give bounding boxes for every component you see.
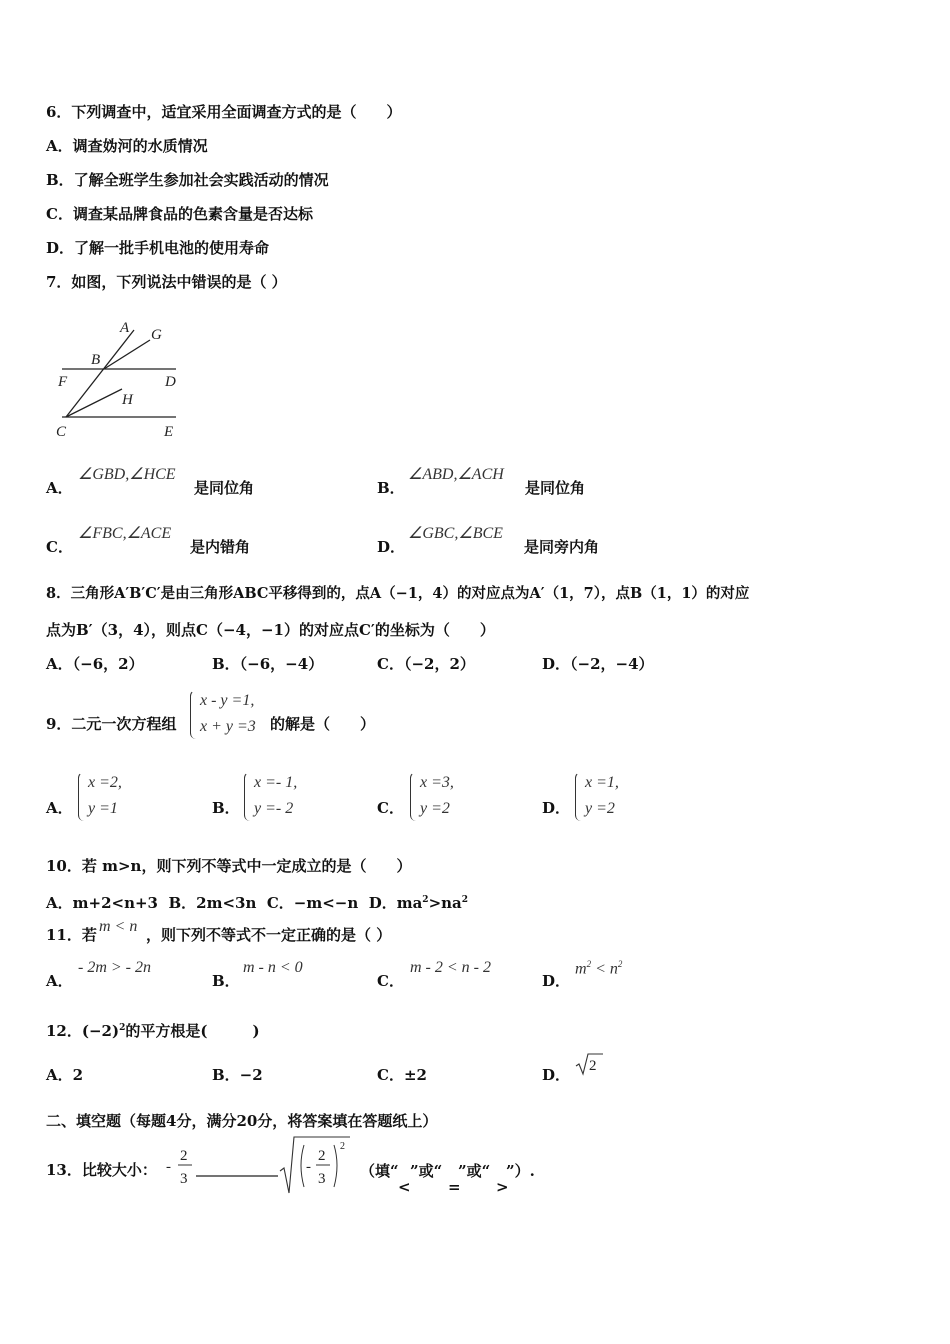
q7-stem: 7．如图，下列说法中错误的是（ ）	[46, 273, 287, 291]
q9-option-c-system	[410, 770, 454, 822]
brace-icon	[410, 772, 418, 821]
q6-option-a: A．调查妫河的水质情况	[46, 137, 208, 155]
q9-a-eq1: x =2,	[88, 774, 122, 791]
q11-option-b-label: B．	[212, 972, 240, 990]
q6-option-c: C．调查某品牌食品的色素含量是否达标	[46, 205, 313, 223]
q8-option-d: D．（−2，−4）	[542, 655, 654, 673]
brace-icon	[575, 772, 583, 821]
q9-c-eq2: y =2	[420, 800, 450, 817]
q11-option-d-math	[575, 959, 622, 978]
q7-option-d-label: D．	[377, 538, 406, 556]
q9-b-eq2: y =- 2	[254, 800, 294, 817]
q11-option-a-math: - 2m > - 2n	[78, 959, 152, 976]
q13-num: 2	[180, 1148, 188, 1164]
q9-eq2: x + y =3	[200, 718, 256, 735]
q12-option-b: B．−2	[212, 1066, 263, 1084]
q10-option-d-sup: 2	[422, 895, 429, 905]
q11-d-pre: m	[575, 960, 587, 978]
q7-option-c-label: C．	[46, 538, 73, 556]
q9-option-c-label: C．	[377, 799, 404, 817]
q12-sqrt2	[574, 1052, 604, 1078]
q10-option-a: A．m+2<n+3	[46, 894, 158, 912]
label-b: B	[91, 352, 101, 368]
q9-stem-pre: 9．二元一次方程组	[46, 715, 177, 733]
q11-stem-pre: 11．若	[46, 926, 97, 944]
line-ch	[66, 389, 122, 417]
q13-fill-lt: <	[398, 1178, 411, 1196]
brace-icon	[244, 772, 252, 821]
q7-option-d-text: 是同旁内角	[524, 538, 600, 556]
q11-d-sup2: 2	[617, 959, 623, 969]
q13-fill-post: ”）.	[506, 1162, 535, 1180]
q12-option-a: A．2	[46, 1066, 84, 1084]
q9-b-eq1: x =- 1,	[254, 774, 298, 791]
q13-power: 2	[340, 1141, 345, 1152]
brace-icon	[190, 690, 198, 739]
q13-den: 3	[180, 1171, 188, 1187]
q11-option-a-label: A．	[46, 972, 73, 990]
q12-sqrt2-value: 2	[589, 1058, 597, 1074]
label-d: D	[165, 374, 176, 390]
q11-option-b-math: m - n < 0	[243, 959, 303, 976]
right-paren-icon	[334, 1145, 337, 1187]
q11-d-sup: 2	[586, 959, 592, 969]
q7-geometry-figure	[48, 316, 188, 440]
q9-option-d-label: D．	[542, 799, 571, 817]
label-f: F	[58, 374, 68, 390]
q11-option-c-math: m - 2 < n - 2	[410, 959, 492, 976]
q8-option-c: C．（−2，2）	[377, 655, 475, 673]
q6-option-b: B．了解全班学生参加社会实践活动的情况	[46, 171, 329, 189]
q9-option-b-label: B．	[212, 799, 240, 817]
q7-option-b-text: 是同位角	[525, 479, 586, 497]
q13-stem-pre: 13．比较大小：	[46, 1161, 157, 1179]
q11-stem-math: m < n	[99, 918, 138, 935]
q7-option-b-math: ∠ABD,∠ACH	[408, 466, 504, 483]
q8-option-a: A．（−6，2）	[46, 655, 144, 673]
q10-option-d-mid: >na	[428, 894, 462, 912]
label-h: H	[122, 392, 133, 408]
q11-d-mid: < n	[591, 960, 618, 978]
q9-d-eq1: x =1,	[585, 774, 619, 791]
q12-stem-sup: 2	[119, 1023, 126, 1033]
q13-fill-mid1: ”或“	[410, 1162, 443, 1180]
q10-option-b: B．2m<3n	[168, 894, 257, 912]
q9-equation-system	[190, 688, 256, 740]
q7-option-c-math: ∠FBC,∠ACE	[78, 525, 172, 542]
q9-option-a-label: A．	[46, 799, 73, 817]
section2-title: 二、填空题（每题4分，满分20分，将答案填在答题纸上）	[46, 1112, 438, 1130]
q12-option-d-label: D．	[542, 1066, 571, 1084]
q13-fill-mid2: ”或“	[458, 1162, 491, 1180]
q10-option-d	[369, 894, 468, 912]
q12-stem-pre: 12．(−2)	[46, 1022, 120, 1040]
q9-eq1: x - y =1,	[200, 692, 255, 709]
label-e: E	[164, 424, 174, 440]
q8-option-b: B．（−6，−4）	[212, 655, 324, 673]
q11-option-c-label: C．	[377, 972, 404, 990]
q13-fill-pre: （填“	[360, 1162, 399, 1180]
q8-stem-line1: 8．三角形A′B′C′是由三角形ABC平移得到的，点A（−1，4）的对应点为A′（1，7），点B（1，1）的对应	[46, 585, 750, 602]
q7-option-a-label: A．	[46, 479, 73, 497]
q6-option-d: D．了解一批手机电池的使用寿命	[46, 239, 270, 257]
label-a: A	[120, 320, 130, 336]
q10-stem: 10．若 m>n，则下列不等式中一定成立的是（ ）	[46, 857, 412, 875]
q9-option-b-system	[244, 770, 297, 822]
q9-d-eq2: y =2	[585, 800, 615, 817]
q11-option-d-label: D．	[542, 972, 571, 990]
q7-option-a-text: 是同位角	[194, 479, 255, 497]
q7-option-a-math: ∠GBD,∠HCE	[78, 466, 176, 483]
q9-c-eq1: x =3,	[420, 774, 454, 791]
q13-inner-neg: -	[306, 1159, 311, 1175]
q10-options	[46, 890, 468, 913]
q13-fill-gt: >	[496, 1178, 509, 1196]
q13-neg: -	[166, 1159, 171, 1175]
q12-stem	[46, 1018, 260, 1041]
q10-option-c: C．−m<−n	[266, 894, 359, 912]
q12-option-c: C．±2	[377, 1066, 427, 1084]
q13-inner-num: 2	[318, 1148, 326, 1164]
q9-option-d-system	[575, 770, 619, 822]
q9-stem-post: 的解是（ ）	[270, 715, 376, 733]
brace-icon	[78, 772, 86, 821]
q10-option-d-pre: D．ma	[368, 894, 423, 912]
q11-stem-post: ，则下列不等式不一定正确的是（ ）	[146, 926, 392, 944]
q8-stem-line2: 点为B′（3，4），则点C（−4，−1）的对应点C′的坐标为（ ）	[46, 621, 495, 639]
q9-option-a-system	[78, 770, 122, 822]
left-paren-icon	[301, 1145, 304, 1187]
q13-inner-den: 3	[318, 1171, 326, 1187]
label-c: C	[56, 424, 67, 440]
q12-stem-post: 的平方根是( )	[125, 1022, 260, 1040]
label-g: G	[151, 327, 162, 343]
q10-option-d-sup2: 2	[461, 895, 469, 905]
q9-a-eq2: y =1	[88, 800, 118, 817]
q13-fill-eq: =	[448, 1178, 461, 1196]
line-bg	[104, 340, 150, 369]
q7-option-b-label: B．	[377, 479, 405, 497]
q13-expression	[160, 1135, 355, 1197]
q7-option-d-math: ∠GBC,∠BCE	[408, 525, 503, 542]
q6-stem: 6．下列调查中，适宜采用全面调查方式的是（ ）	[46, 103, 402, 121]
q7-option-c-text: 是内错角	[190, 538, 251, 556]
